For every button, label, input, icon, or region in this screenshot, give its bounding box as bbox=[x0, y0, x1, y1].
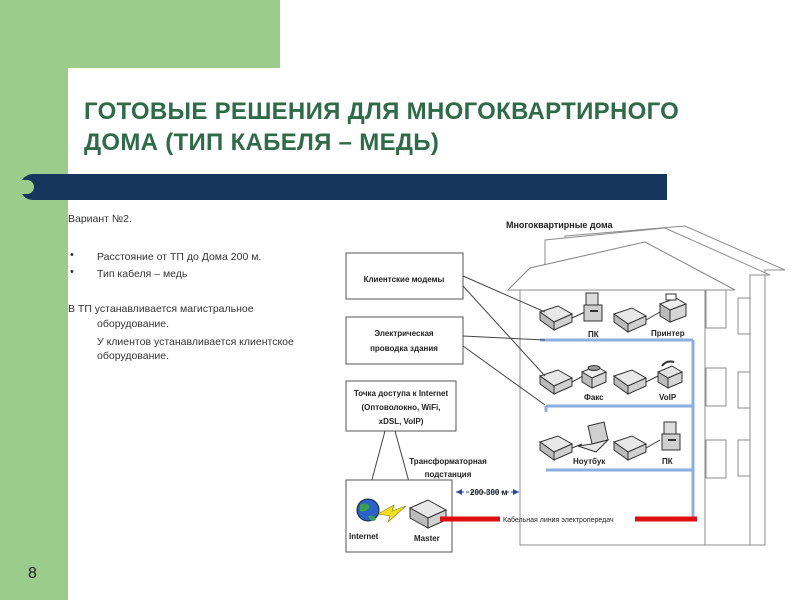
globe-icon bbox=[357, 499, 379, 521]
bullet-dot-1: • bbox=[70, 249, 74, 261]
title-line-1: ГОТОВЫЕ РЕШЕНИЯ ДЛЯ МНОГОКВАРТИРНОГО bbox=[84, 98, 680, 125]
bullet-text-1: Расстояние от ТП до Дома 200 м. bbox=[97, 251, 262, 263]
paragraph-1-line-1: В ТП устанавливается магистральное bbox=[68, 303, 254, 315]
variant-label: Вариант №2. bbox=[68, 213, 132, 225]
label-pc-2: ПК bbox=[662, 457, 673, 466]
callout-wiring-text-1: Электрическая bbox=[374, 329, 434, 338]
callout-access-point bbox=[346, 381, 456, 431]
window-2 bbox=[706, 368, 726, 406]
callout-access-text-1: Точка доступа к Internet bbox=[353, 389, 449, 398]
callout-wiring-text-2: проводка здания bbox=[370, 344, 438, 353]
paragraph-2-line-1: У клиентов устанавливается клиентское bbox=[97, 336, 294, 348]
window-1 bbox=[706, 290, 726, 328]
callout-modems bbox=[346, 253, 463, 299]
page-number: 8 bbox=[28, 565, 37, 582]
label-pc: ПК bbox=[588, 330, 599, 339]
bullet-text-2: Тип кабеля – медь bbox=[97, 268, 188, 280]
callout-access-text-3: xDSL, VoIP) bbox=[378, 417, 424, 426]
building-label: Многоквартирные дома bbox=[506, 220, 613, 230]
callout-modems-text: Клиентские модемы bbox=[363, 275, 445, 284]
title-line-2: ДОМА (ТИП КАБЕЛЯ – МЕДЬ) bbox=[84, 129, 440, 156]
distance-marker bbox=[456, 488, 519, 497]
bullet-dot-2: • bbox=[70, 266, 74, 278]
paragraph-1-line-2: оборудование. bbox=[97, 318, 170, 330]
window-6 bbox=[738, 440, 750, 476]
substation-label-2: подстанция bbox=[424, 470, 472, 479]
window-3 bbox=[706, 440, 726, 478]
building-front bbox=[508, 242, 735, 545]
label-voip: VoIP bbox=[659, 393, 677, 402]
callout-access-text-2: (Оптоволокно, WiFi, bbox=[361, 403, 441, 412]
label-fax: Факс bbox=[584, 393, 604, 402]
label-printer: Принтер bbox=[651, 329, 685, 338]
substation-label-1: Трансформаторная bbox=[409, 457, 487, 466]
window-4 bbox=[738, 298, 750, 334]
cable-label: Кабельная линия электропередач bbox=[503, 517, 614, 524]
label-master: Master bbox=[414, 534, 440, 543]
label-internet: Internet bbox=[349, 532, 379, 541]
distance-label: 200-300 м bbox=[470, 488, 508, 497]
callout-wiring bbox=[346, 317, 463, 364]
window-5 bbox=[738, 372, 750, 408]
label-laptop: Ноутбук bbox=[573, 457, 606, 466]
paragraph-2-line-2: оборудование. bbox=[97, 350, 170, 362]
